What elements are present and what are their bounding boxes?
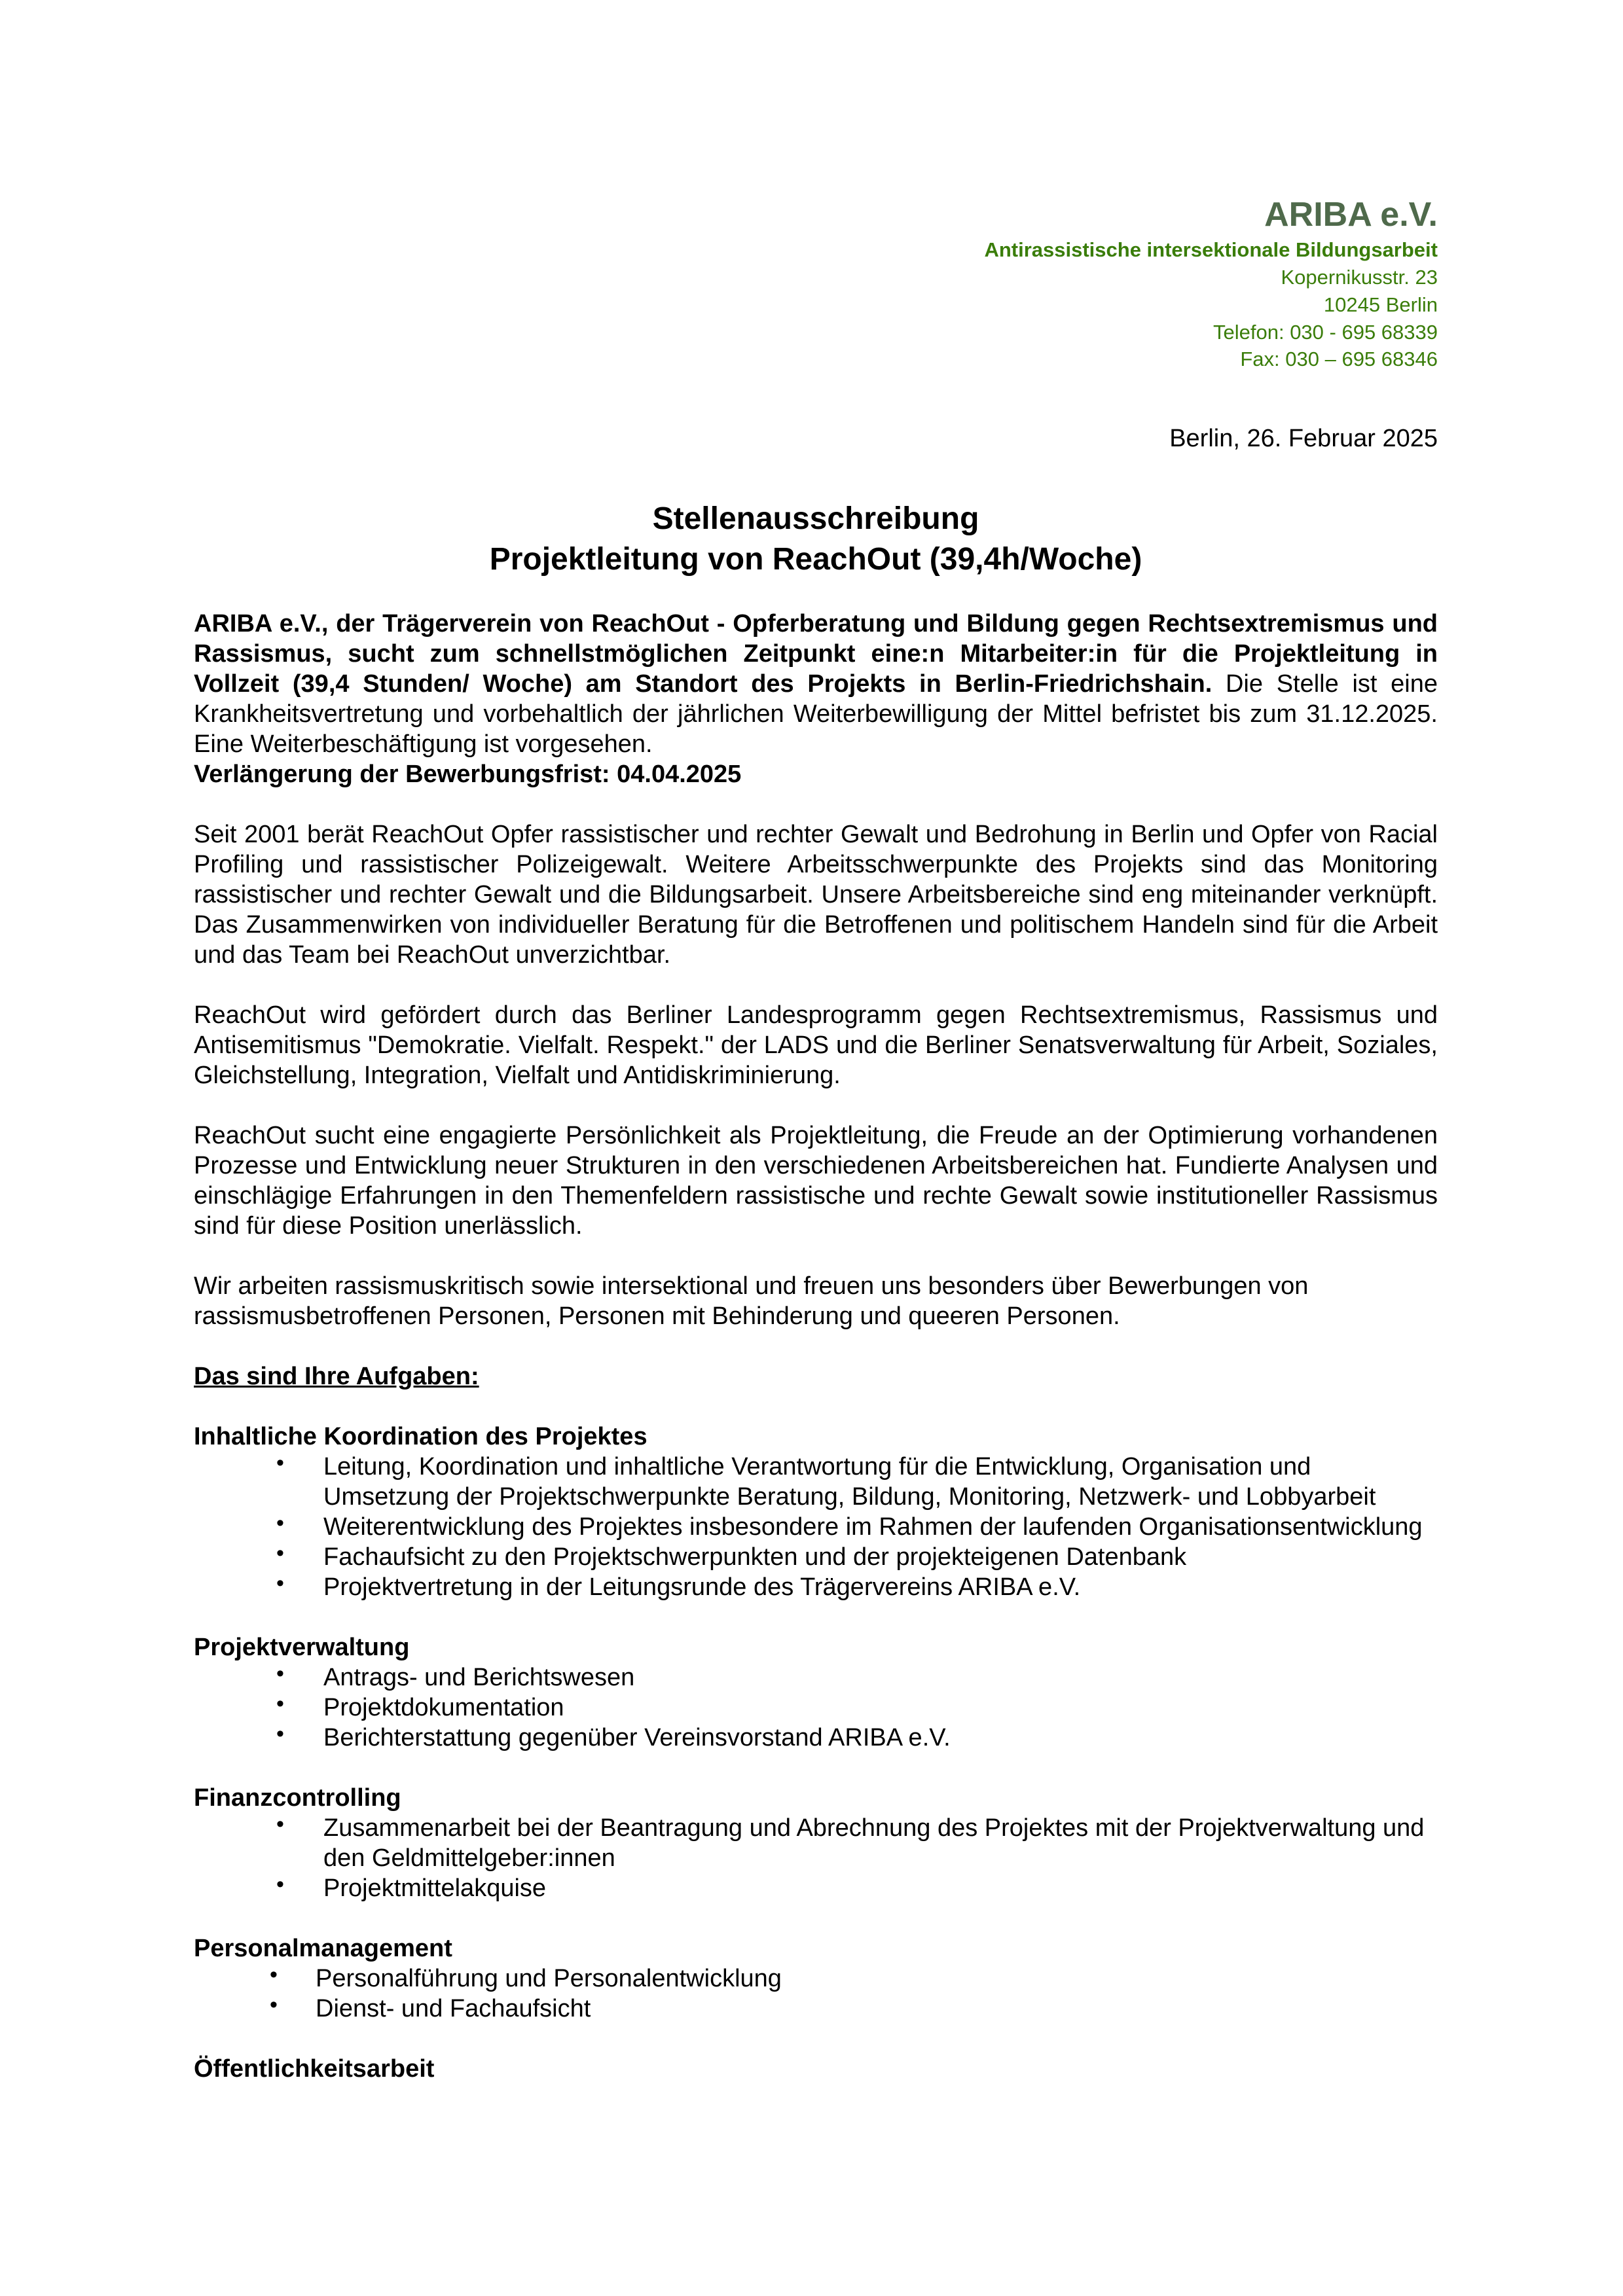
deadline-notice: Verlängerung der Bewerbungsfrist: 04.04.2025: [194, 761, 742, 788]
list-item: • Leitung, Koordination und inhaltliche Verantwortung für die Entwicklung, Organisation und Umsetzung der Projektschwerpunkte Beratung, Bildung, Monitoring, Netzwerk- und Lobbyarbeit: [194, 1452, 1438, 1512]
list-item: • Zusammenarbeit bei der Beantragung und Abrechnung des Projektes mit der Projektverwaltung und den Geldmittelgeber:innen: [194, 1813, 1438, 1873]
section-title-administration: Projektverwaltung: [194, 1634, 410, 1661]
paragraph-history: Seit 2001 berät ReachOut Opfer rassistischer und rechter Gewalt und Bedrohung in Berlin und Opfer von Racial Profiling und rassistischer Polizeigewalt. Weitere Arbeitsschwerpunkte des Projekts sind das Monitoring rassistischer und rechter Gewalt und die Bildungsarbeit. Unsere Arbeitsbereiche sind eng miteinander verknüpft. Das Zusammenwirken von individueller Beratung für die Betroffenen und politischem Handeln sind für die Arbeit und das Team bei ReachOut unverzichtbar.: [194, 821, 1438, 969]
section-title-coordination: Inhaltliche Koordination des Projektes: [194, 1423, 647, 1450]
list-item: • Berichterstattung gegenüber Vereinsvorstand ARIBA e.V.: [194, 1723, 1438, 1753]
section-title-finance: Finanzcontrolling: [194, 1784, 401, 1812]
org-city: 10245 Berlin: [1323, 293, 1438, 316]
bullet-icon: •: [270, 1992, 278, 2017]
document-body: [194, 609, 1438, 2084]
list-item: • Antrags- und Berichtswesen: [194, 1662, 1438, 1693]
tasks-heading: Das sind Ihre Aufgaben:: [194, 1363, 479, 1390]
bullet-icon: •: [276, 1450, 284, 1475]
org-street: Kopernikusstr. 23: [1281, 265, 1438, 289]
bullet-icon: •: [270, 1962, 278, 1987]
paragraph-funding: ReachOut wird gefördert durch das Berliner Landesprogramm gegen Rechtsextremismus, Rassismus und Antisemitismus "Demokratie. Vielfalt. Respekt." der LADS und die Berliner Senatsverwaltung für Arbeit, Soziales, Gleichstellung, Integration, Vielfalt und Antidiskriminierung.: [194, 1001, 1438, 1089]
task-list-personnel: [194, 1964, 1438, 2024]
list-item: • Personalführung und Personalentwicklung: [194, 1964, 1438, 1994]
bullet-icon: •: [276, 1511, 284, 1535]
bullet-icon: •: [276, 1721, 284, 1746]
bullet-icon: •: [276, 1812, 284, 1837]
intro-normal: Die Stelle ist eine Krankheitsvertretung und vorbehaltlich der jährlichen Weiterbewilligung der Mittel befristet bis zum 31.12.2025. Eine Weiterbeschäftigung ist vorgesehen.: [194, 670, 1438, 758]
title-line-2: Projektleitung von ReachOut (39,4h/Woche): [489, 542, 1142, 577]
list-item: • Projektmittelakquise: [194, 1873, 1438, 1903]
org-fax: Fax: 030 – 695 68346: [1240, 348, 1438, 371]
org-name: ARIBA e.V.: [1264, 196, 1438, 234]
org-subtitle: Antirassistische intersektionale Bildungsarbeit: [984, 238, 1438, 261]
section-title-personnel: Personalmanagement: [194, 1935, 452, 1962]
document-title: [194, 499, 1438, 581]
title-line-1: Stellenausschreibung: [652, 501, 979, 536]
task-list-finance: [194, 1813, 1438, 1903]
list-item: • Fachaufsicht zu den Projektschwerpunkten und der projekteigenen Datenbank: [194, 1542, 1438, 1572]
document-date: Berlin, 26. Februar 2025: [1169, 425, 1438, 452]
task-list-administration: [194, 1662, 1438, 1753]
org-phone: Telefon: 030 - 695 68339: [1213, 320, 1438, 344]
list-item: • Weiterentwicklung des Projektes insbesondere im Rahmen der laufenden Organisationsentwicklung: [194, 1512, 1438, 1542]
section-title-pr: Öffentlichkeitsarbeit: [194, 2055, 435, 2083]
list-item: • Projektvertretung in der Leitungsrunde des Trägervereins ARIBA e.V.: [194, 1572, 1438, 1602]
bullet-icon: •: [276, 1872, 284, 1897]
task-list-coordination: [194, 1452, 1438, 1602]
paragraph-profile: ReachOut sucht eine engagierte Persönlichkeit als Projektleitung, die Freude an der Optimierung vorhandenen Prozesse und Entwicklung neuer Strukturen in den verschiedenen Arbeitsbereichen hat. Fundierte Analysen und einschlägige Erfahrungen in den Themenfeldern rassistische und rechte Gewalt sowie institutioneller Rassismus sind für diese Position unerlässlich.: [194, 1122, 1438, 1240]
letterhead: [984, 194, 1438, 373]
bullet-icon: •: [276, 1691, 284, 1716]
list-item: • Dienst- und Fachaufsicht: [194, 1994, 1438, 2024]
bullet-icon: •: [276, 1571, 284, 1596]
bullet-icon: •: [276, 1541, 284, 1566]
intro-bold: ARIBA e.V., der Trägerverein von ReachOut - Opferberatung und Bildung gegen Rechtsextremismus und Rassismus, sucht zum schnellstmöglichen Zeitpunkt eine:n Mitarbeiter:in für die Projektleitung in Vollzeit (39,4 Stunden/ Woche) am Standort des Projekts in Berlin-Friedrichshain.: [194, 610, 1438, 698]
paragraph-diversity: Wir arbeiten rassismuskritisch sowie intersektional und freuen uns besonders über Bewerbungen von rassismusbetroffenen Personen, Personen mit Behinderung und queeren Personen.: [194, 1272, 1309, 1330]
list-item: • Projektdokumentation: [194, 1693, 1438, 1723]
bullet-icon: •: [276, 1661, 284, 1686]
intro-paragraph: [194, 609, 1438, 789]
